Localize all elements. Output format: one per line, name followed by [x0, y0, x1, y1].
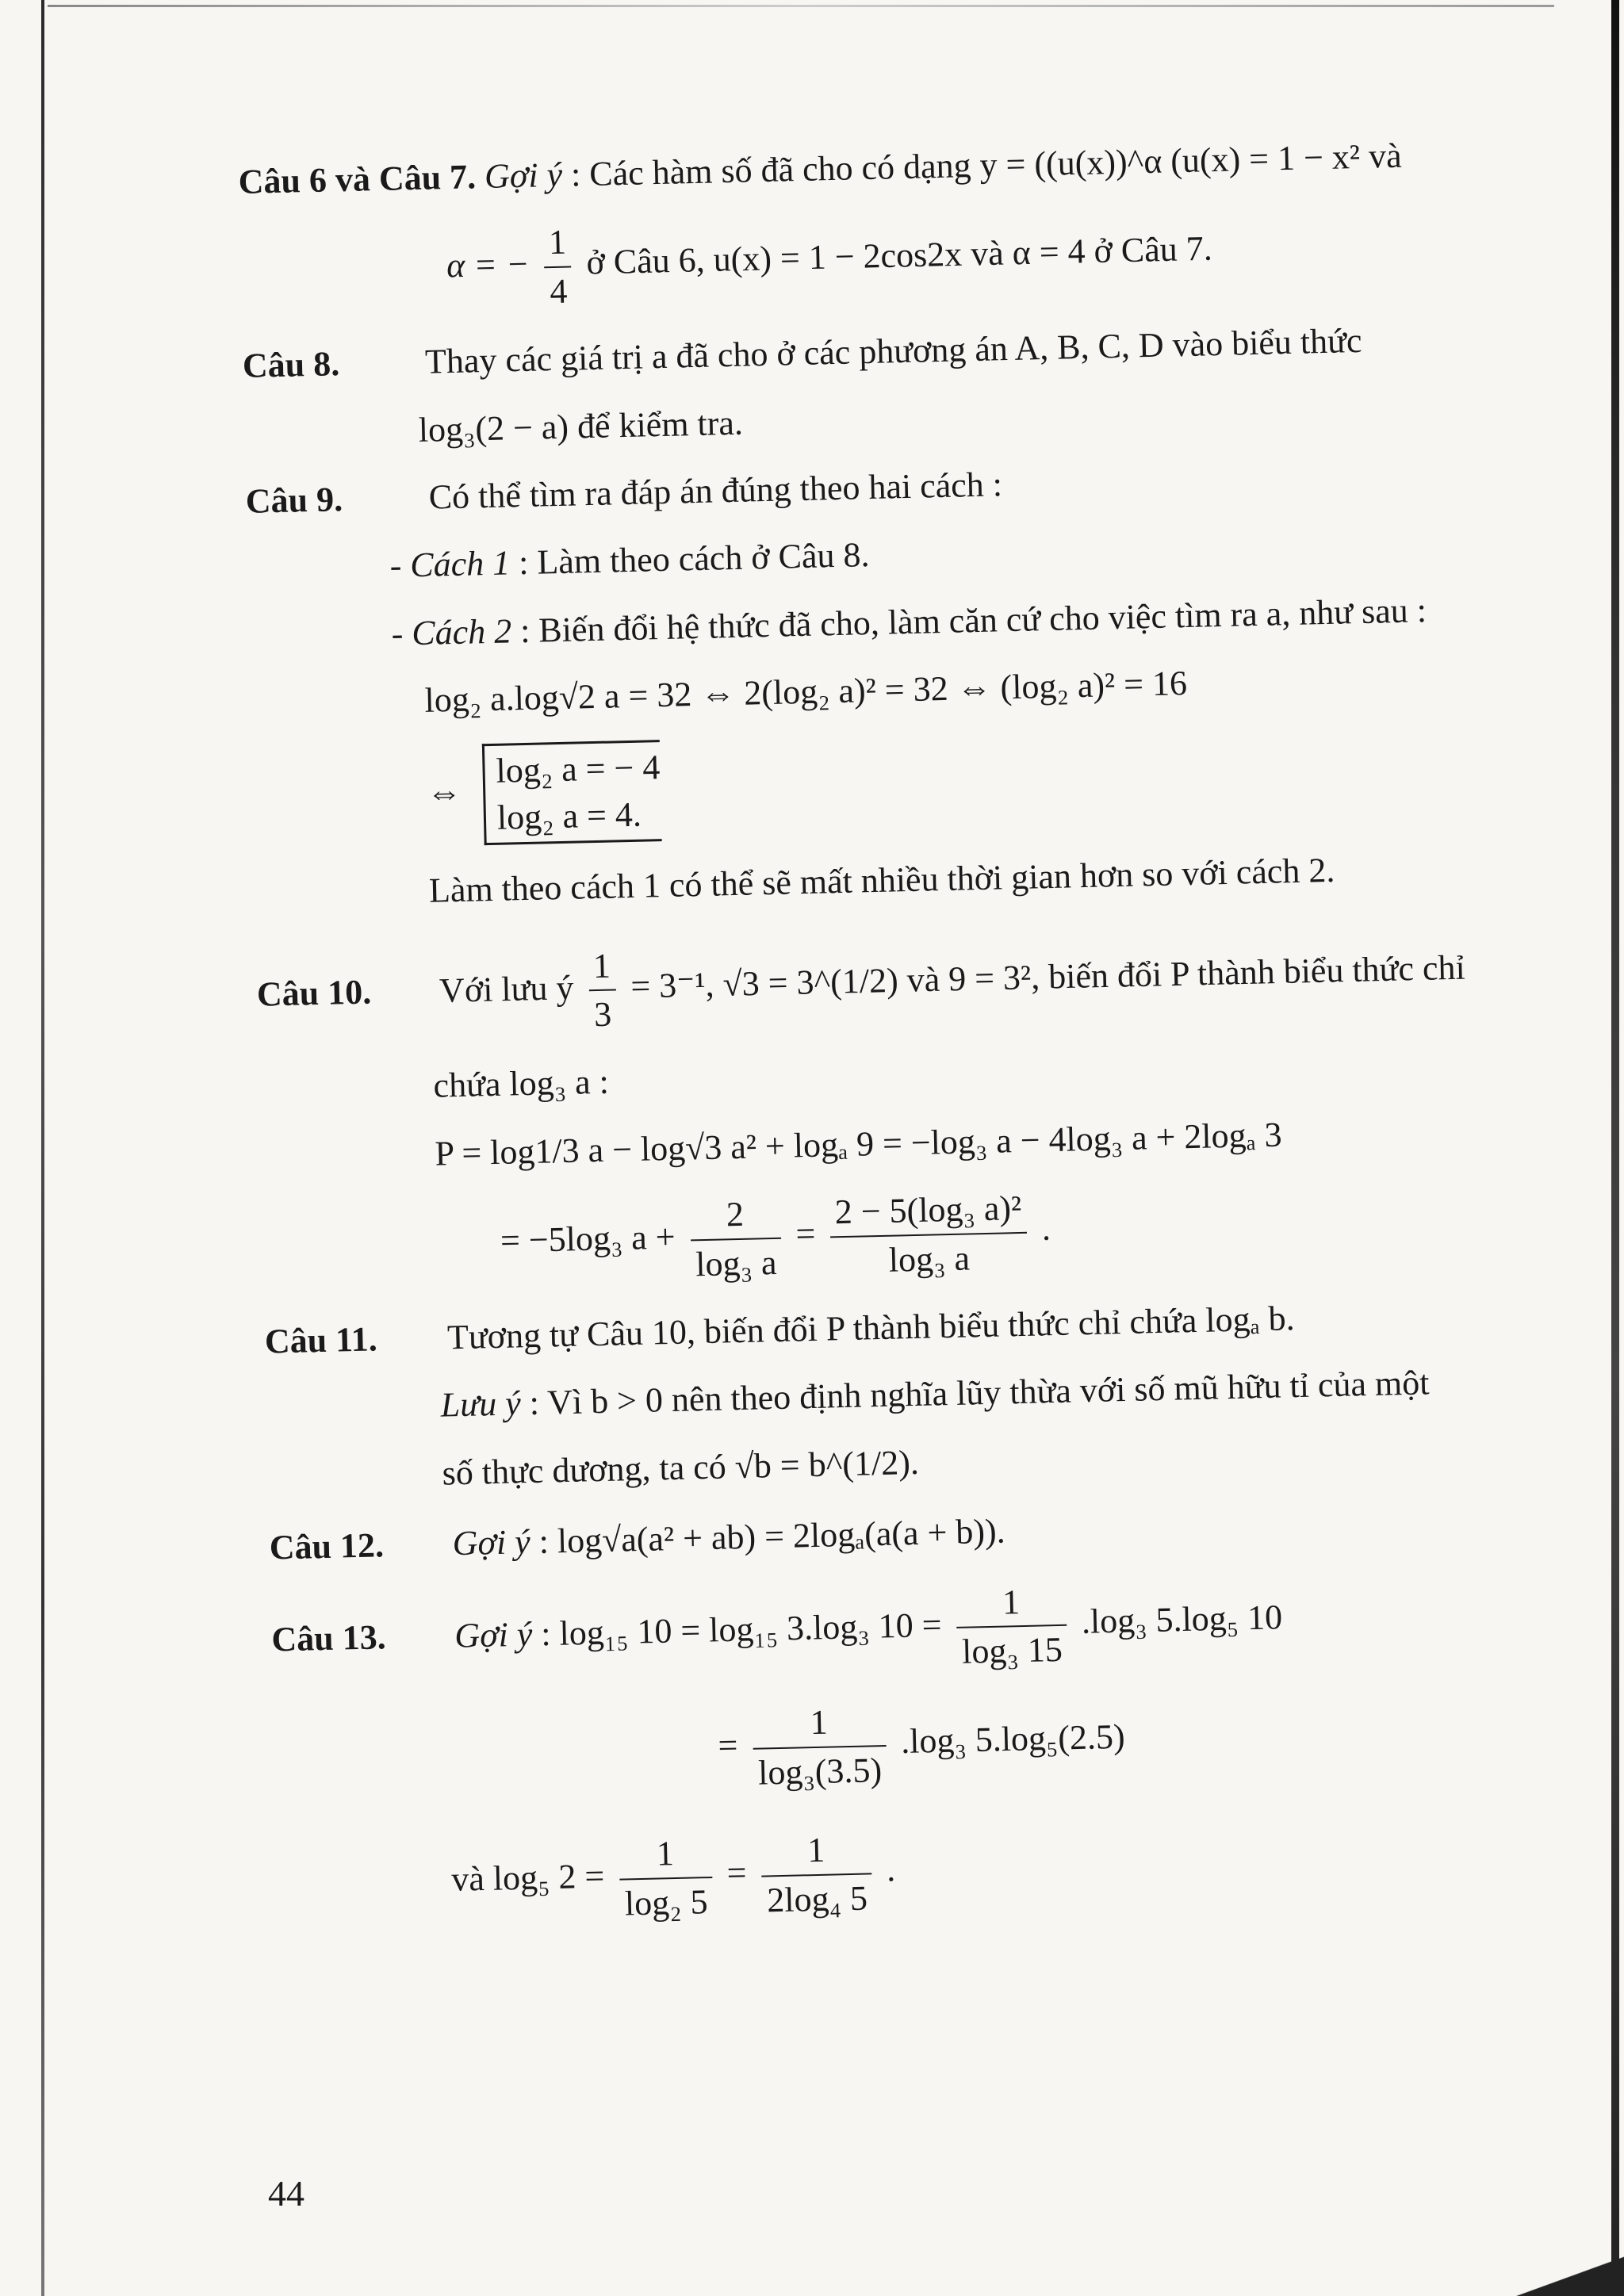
question-12-label: Câu 12.: [269, 1525, 385, 1567]
equation-part: .log₃ 5.log₅(2.5): [900, 1717, 1126, 1762]
question-10-equation-1: P = log1/3 a − log√3 a² + logₐ 9 = −log₃ a − 4log₃ a + 2logₐ 3: [434, 1115, 1283, 1173]
fraction-numerator: 1: [543, 219, 571, 268]
scan-edge-right: [1611, 0, 1619, 2296]
fraction-numerator: 1: [752, 1697, 886, 1749]
fraction-one-third: [588, 942, 617, 1039]
question-6-7-label: Câu 6 và Câu 7.: [238, 157, 477, 201]
equals-sign: =: [726, 1853, 748, 1893]
question-9-note: Làm theo cách 1 có thể sẽ mất nhiều thời gian hơn so với cách 2.: [428, 851, 1335, 911]
fraction-denominator: 4: [549, 271, 568, 311]
solution-case-1: log₂ a = − 4: [496, 747, 661, 790]
fraction-numerator: 1: [956, 1577, 1067, 1628]
equation-part: : log₁₅ 10 = log₁₅ 3.log₃ 10 =: [540, 1605, 942, 1653]
equals-sign: =: [795, 1214, 816, 1254]
fraction-1-over-log3-15: [956, 1577, 1067, 1675]
fraction-1-over-2log4-5: [760, 1826, 872, 1924]
note-text: : Vì b > 0 nên theo định nghĩa lũy thừa với số mũ hữu tỉ của một: [529, 1363, 1430, 1423]
fraction-1-over-log3-3-5: [752, 1697, 887, 1797]
equivalence-arrow: ⇔: [426, 771, 462, 812]
scan-edge-top: [48, 5, 1554, 7]
question-9-label: Câu 9.: [245, 480, 343, 521]
fraction-denominator: log₂ 5: [624, 1881, 709, 1923]
question-11-label: Câu 11.: [264, 1319, 378, 1361]
page-corner-shadow: [1513, 2248, 1624, 2296]
fraction-2-over-log: [689, 1190, 782, 1288]
question-9-equation-1: log₂ a.log√2 a = 32 ⇔ 2(log₂ a)² = 32 ⇔ (log₂ a)² = 16: [424, 664, 1188, 720]
fraction-denominator: 2log₄ 5: [766, 1878, 868, 1919]
scan-edge-left: [41, 0, 44, 2296]
equation-part: và log₅ 2 =: [450, 1856, 605, 1900]
period: .: [1041, 1208, 1051, 1249]
method-1-text: : Làm theo cách ở Câu 8.: [518, 535, 870, 583]
period: .: [886, 1850, 896, 1889]
method-2-label: - Cách 2: [391, 611, 512, 653]
note-label: Lưu ý: [440, 1383, 522, 1425]
fraction-numerator: 1: [619, 1829, 712, 1880]
question-10-intro: Với lưu ý: [439, 967, 574, 1010]
question-6-7-text: : Các hàm số đã cho có dạng y = ((u(x))^α (u(x) = 1 − x² và: [570, 136, 1403, 194]
question-6-7-line2-text: ở Câu 6, u(x) = 1 − 2cos2x và α = 4 ở Câu 7.: [586, 229, 1213, 282]
question-11: [264, 1288, 1565, 1365]
page-content: [238, 129, 1579, 1956]
question-8-line1: Thay các giá trị a đã cho ở các phương án A, B, C, D vào biểu thức: [424, 321, 1362, 381]
hint-label: Gợi ý: [454, 1614, 533, 1655]
question-8-label: Câu 8.: [242, 344, 340, 386]
fraction-denominator: 3: [593, 994, 612, 1035]
question-12: [269, 1495, 1570, 1572]
fraction-denominator: log₃ 15: [961, 1629, 1063, 1671]
hint-label: Gợi ý: [452, 1522, 531, 1563]
question-11-line1: Tương tự Câu 10, biến đổi P thành biểu thức chỉ chứa logₐ b.: [446, 1299, 1296, 1357]
fraction-1-over-log2-5: [619, 1829, 713, 1927]
equation-part: .log₃ 5.log₅ 10: [1081, 1597, 1283, 1641]
question-12-text: : log√a(a² + ab) = 2logₐ(a(a + b)).: [538, 1511, 1006, 1562]
fraction-numerator: 1: [760, 1826, 871, 1877]
question-6-7-line2: [239, 197, 1542, 322]
question-13-label: Câu 13.: [270, 1617, 387, 1659]
solution-case-2: log₂ a = 4.: [496, 794, 642, 837]
fraction-result: [829, 1184, 1028, 1284]
fraction-numerator: 1: [588, 942, 615, 991]
page-number: 44: [268, 2173, 304, 2214]
solution-bracket: [482, 740, 662, 846]
alpha-expression: α = −: [446, 244, 530, 285]
question-11-note: [266, 1357, 1567, 1433]
question-10: [256, 920, 1558, 1046]
question-6-7: [238, 129, 1539, 206]
question-13-equation-3: [276, 1809, 1578, 1934]
question-10-line1-text: = 3⁻¹, √3 = 3^(1/2) và 9 = 3², biến đổi P thành biểu thức chỉ: [630, 947, 1466, 1006]
question-11-line3: số thực dương, ta có √b = b^(1/2).: [442, 1442, 920, 1493]
question-9-line1: Có thể tìm ra đáp án đúng theo hai cách :: [428, 465, 1003, 517]
question-8: [242, 313, 1543, 390]
equation-part: = −5log₃ a +: [500, 1217, 676, 1261]
fraction-one-quarter: [543, 219, 573, 316]
hint-label: Gợi ý: [484, 155, 563, 196]
question-10-line2: chứa log₃ a :: [433, 1062, 610, 1106]
method-1-label: - Cách 1: [389, 543, 511, 586]
fraction-numerator: 2 − 5(log₃ a)²: [829, 1184, 1027, 1238]
fraction-denominator: log₃ a: [888, 1238, 971, 1280]
question-9-equation-2: [251, 719, 1553, 851]
question-10-label: Câu 10.: [256, 972, 372, 1014]
question-10-equation-2: [262, 1173, 1564, 1298]
fraction-denominator: log₃ a: [695, 1242, 777, 1284]
question-13-equation-2: [273, 1682, 1575, 1808]
method-2: [248, 584, 1549, 660]
question-9: [245, 449, 1546, 526]
question-13: [270, 1566, 1572, 1691]
method-2-text: : Biến đổi hệ thức đã cho, làm căn cứ cho việc tìm ra a, như sau :: [519, 590, 1427, 650]
fraction-numerator: 2: [689, 1190, 780, 1241]
question-8-line2: log₃(2 − a) để kiểm tra.: [418, 403, 744, 450]
method-1: [247, 516, 1548, 593]
fraction-denominator: log₃(3.5): [757, 1750, 883, 1793]
equals-sign: =: [718, 1726, 738, 1766]
